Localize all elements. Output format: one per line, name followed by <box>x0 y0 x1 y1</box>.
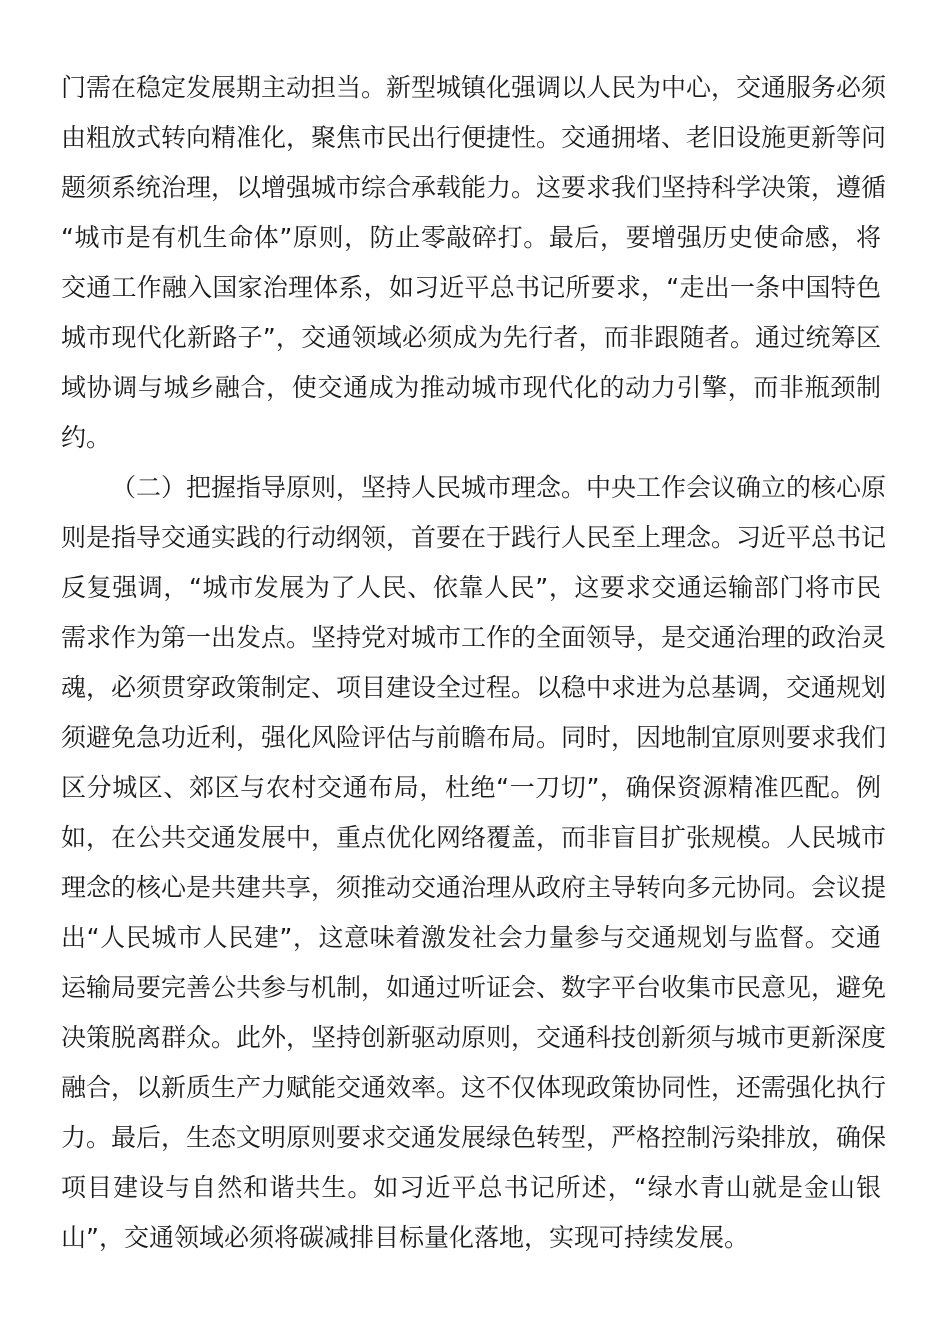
paragraph-line: 需求作为第一出发点。坚持党对城市工作的全面领导，是交通治理的政治灵 <box>61 623 887 652</box>
paragraph-line: 如，在公共交通发展中，重点优化网络覆盖，而非盲目扩张规模。人民城市 <box>61 823 887 852</box>
paragraph-line: 运输局要完善公共参与机制，如通过听证会、数字平台收集市民意见，避免 <box>61 973 887 1002</box>
paragraph-line: 决策脱离群众。此外，坚持创新驱动原则，交通科技创新须与城市更新深度 <box>61 1023 887 1052</box>
paragraph-line: 则是指导交通实践的行动纲领，首要在于践行人民至上理念。习近平总书记 <box>61 523 887 552</box>
paragraph-line: 城市现代化新路子”，交通领域必须成为先行者，而非跟随者。通过统筹区 <box>61 323 881 352</box>
paragraph-line: 门需在稳定发展期主动担当。新型城镇化强调以人民为中心，交通服务必须 <box>61 73 887 102</box>
paragraph-line: 题须系统治理，以增强城市综合承载能力。这要求我们坚持科学决策，遵循 <box>61 173 887 202</box>
paragraph-line: 域协调与城乡融合，使交通成为推动城市现代化的动力引擎，而非瓶颈制 <box>61 373 881 402</box>
paragraph-line: 出“人民城市人民建”，这意味着激发社会力量参与交通规划与监督。交通 <box>61 923 881 952</box>
paragraph-line: （二）把握指导原则，坚持人民城市理念。中央工作会议确立的核心原 <box>111 473 887 502</box>
paragraph-line: 山”，交通领域必须将碳减排目标量化落地，实现可持续发展。 <box>61 1223 749 1252</box>
paragraph-line: 约。 <box>61 423 112 452</box>
paragraph-line: 反复强调，“城市发展为了人民、依靠人民”，这要求交通运输部门将市民 <box>61 573 881 602</box>
paragraph-2 <box>61 468 887 1268</box>
paragraph-line: “城市是有机生命体”原则，防止零敲碎打。最后，要增强历史使命感，将 <box>61 223 881 252</box>
paragraph-line: 交通工作融入国家治理体系，如习近平总书记所要求，“走出一条中国特色 <box>61 273 881 302</box>
paragraph-line: 融合，以新质生产力赋能交通效率。这不仅体现政策协同性，还需强化执行 <box>61 1073 887 1102</box>
document-body <box>61 68 887 1268</box>
paragraph-line: 区分城区、郊区与农村交通布局，杜绝“一刀切”，确保资源精准匹配。例 <box>61 773 881 802</box>
paragraph-line: 魂，必须贯穿政策制定、项目建设全过程。以稳中求进为总基调，交通规划 <box>61 673 887 702</box>
paragraph-line: 力。最后，生态文明原则要求交通发展绿色转型，严格控制污染排放，确保 <box>61 1123 887 1152</box>
paragraph-1 <box>61 68 887 468</box>
paragraph-line: 理念的核心是共建共享，须推动交通治理从政府主导转向多元协同。会议提 <box>61 873 887 902</box>
paragraph-line: 由粗放式转向精准化，聚焦市民出行便捷性。交通拥堵、老旧设施更新等问 <box>61 123 887 152</box>
paragraph-line: 项目建设与自然和谐共生。如习近平总书记所述，“绿水青山就是金山银 <box>61 1173 881 1202</box>
paragraph-line: 须避免急功近利，强化风险评估与前瞻布局。同时，因地制宜原则要求我们 <box>61 723 887 752</box>
